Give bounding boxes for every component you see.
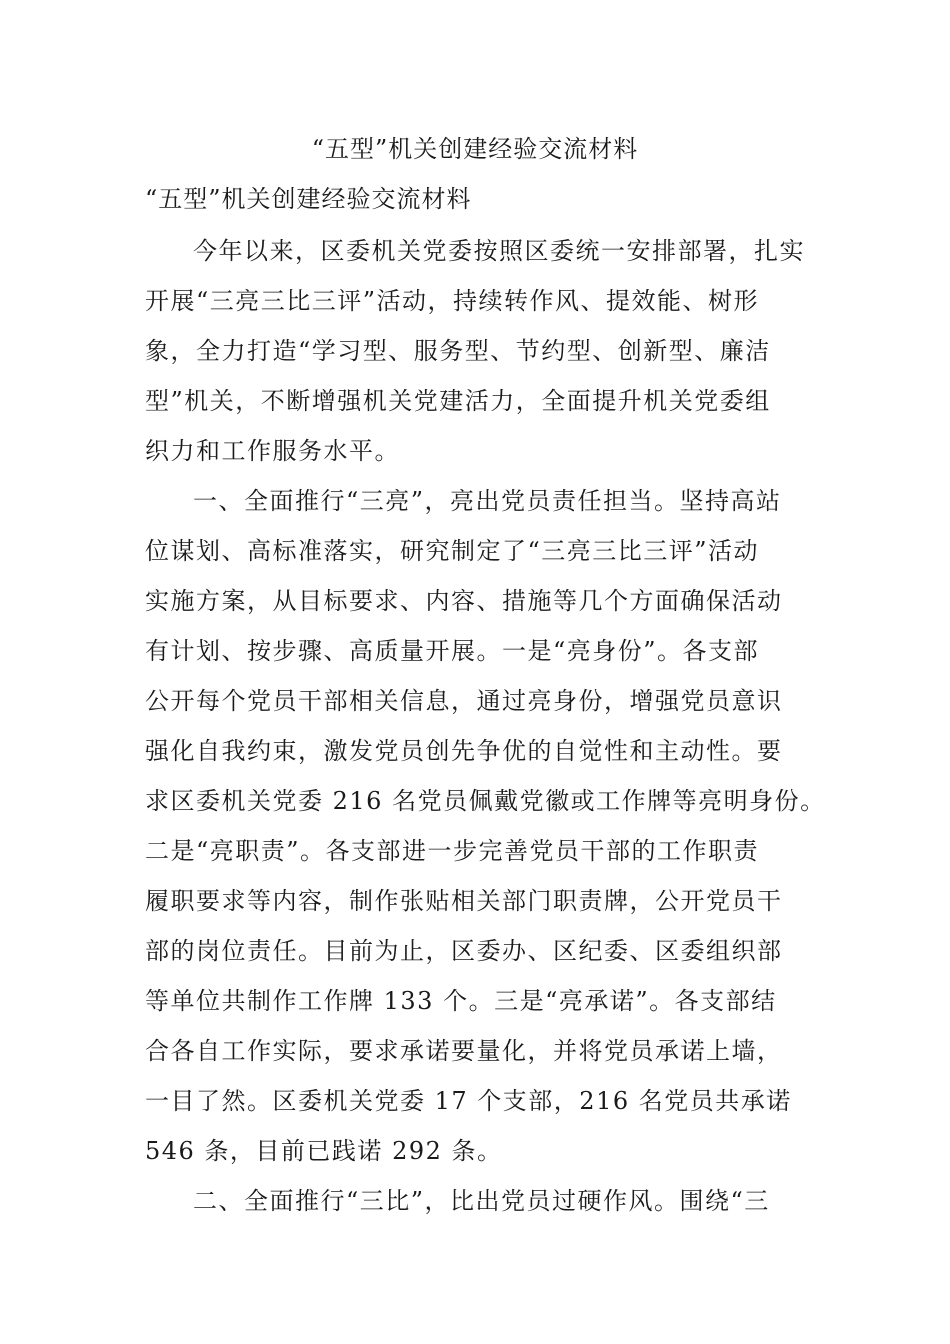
paragraph-line: 强化自我约束，激发党员创先争优的自觉性和主动性。要 xyxy=(145,737,783,765)
paragraph-line: 二、全面推行“三比”，比出党员过硬作风。围绕“三 xyxy=(193,1187,770,1215)
paragraph-line: 求区委机关党委 216 名党员佩戴党徽或工作牌等亮明身份。 xyxy=(145,787,826,815)
paragraph-line: 二是“亮职责”。各支部进一步完善党员干部的工作职责 xyxy=(145,837,760,865)
paragraph-line: 实施方案，从目标要求、内容、措施等几个方面确保活动 xyxy=(145,587,783,615)
paragraph-line: 织力和工作服务水平。 xyxy=(145,437,400,465)
paragraph-line: 等单位共制作工作牌 133 个。三是“亮承诺”。各支部结 xyxy=(145,987,777,1015)
paragraph-line: 一目了然。区委机关党委 17 个支部，216 名党员共承诺 xyxy=(145,1087,792,1115)
paragraph-line: 履职要求等内容，制作张贴相关部门职责牌，公开党员干 xyxy=(145,887,783,915)
paragraph-line: 今年以来，区委机关党委按照区委统一安排部署，扎实 xyxy=(193,237,805,265)
document-subtitle: “五型”机关创建经验交流材料 xyxy=(145,185,472,213)
paragraph-line: 546 条，目前已践诺 292 条。 xyxy=(145,1137,503,1165)
paragraph-line: 公开每个党员干部相关信息，通过亮身份，增强党员意识 xyxy=(145,687,783,715)
paragraph-line: 型”机关，不断增强机关党建活力，全面提升机关党委组 xyxy=(145,387,771,415)
paragraph-line: 部的岗位责任。目前为止，区委办、区纪委、区委组织部 xyxy=(145,937,783,965)
paragraph-line: 开展“三亮三比三评”活动，持续转作风、提效能、树形 xyxy=(145,287,760,315)
paragraph-line: 有计划、按步骤、高质量开展。一是“亮身份”。各支部 xyxy=(145,637,760,665)
document-title: “五型”机关创建经验交流材料 xyxy=(311,135,639,163)
paragraph-line: 合各自工作实际，要求承诺要量化，并将党员承诺上墙， xyxy=(145,1037,783,1065)
paragraph-line: 位谋划、高标准落实，研究制定了“三亮三比三评”活动 xyxy=(145,537,760,565)
paragraph-line: 一、全面推行“三亮”，亮出党员责任担当。坚持高站 xyxy=(193,487,782,515)
paragraph-line: 象，全力打造“学习型、服务型、节约型、创新型、廉洁 xyxy=(145,337,771,365)
